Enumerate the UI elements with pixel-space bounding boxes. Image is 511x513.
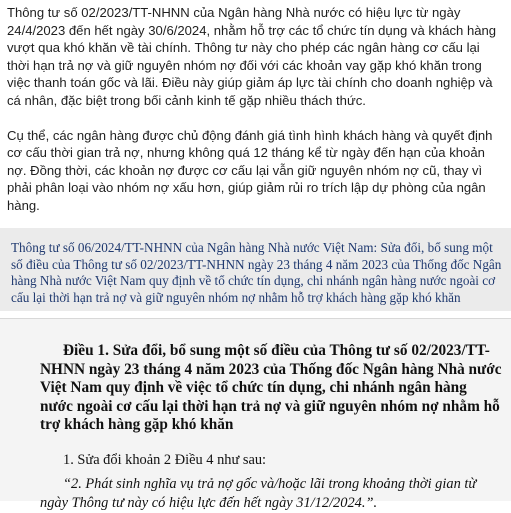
document-title-card (0, 228, 511, 311)
document-title: Thông tư số 06/2024/TT-NHNN của Ngân hàng Nhà nước Việt Nam: Sửa đổi, bổ sung một số điều của Thông tư số 02/2023/TT-NHNN ngày 23 tháng 4 năm 2023 của Thống đốc Ngân hàng Nhà nước Việt Nam quy định về tổ chức tín dụng, chi nhánh ngân hàng nước ngoài cơ cấu lại thời hạn trả nợ và giữ nguyên nhóm nợ nhằm hỗ trợ khách hàng gặp khó khăn (11, 240, 502, 305)
document-excerpt (0, 318, 511, 511)
article-heading-text: Điều 1. Sửa đổi, bổ sung một số điều của Thông tư số 02/2023/TT-NHNN ngày 23 tháng 4 năm 2023 của Thống đốc Ngân hàng Nhà nước Việt Nam quy định về việc tổ chức tín dụng, chi nhánh ngân hàng nước ngoài cơ cấu lại thời hạn trả nợ và giữ nguyên nhóm nợ nhằm hỗ trợ khách hàng gặp khó khăn (40, 342, 502, 434)
message-paragraph-1: Thông tư số 02/2023/TT-NHNN của Ngân hàng Nhà nước có hiệu lực từ ngày 24/4/2023 đến hết ngày 30/6/2024, nhằm hỗ trợ các tổ chức tín dụng và khách hàng vượt qua khó khăn về tài chính. Thông tư này cho phép các ngân hàng cơ cấu lại thời hạn trả nợ và giữ nguyên nhóm nợ đối với các khoản vay gặp khó khăn trong việc thanh toán gốc và lãi. Điều này giúp giảm áp lực tài chính cho doanh nghiệp và cá nhân, đặc biệt trong bối cảnh kinh tế gặp nhiều thách thức. (7, 5, 497, 108)
article-quote: “2. Phát sinh nghĩa vụ trả nợ gốc và/hoặc lãi trong khoảng thời gian từ ngày Thông tư này có hiệu lực đến hết ngày 31/12/2024.”. (40, 476, 477, 511)
assistant-message (7, 4, 504, 215)
article-item-1: 1. Sửa đổi khoản 2 Điều 4 như sau: (63, 452, 267, 468)
message-paragraph-2: Cụ thể, các ngân hàng được chủ động đánh giá tình hình khách hàng và quyết định cơ cấu thời gian trả nợ, nhưng không quá 12 tháng kể từ ngày đến hạn của khoản nợ. Đồng thời, các khoản nợ được cơ cấu lại vẫn giữ nguyên nhóm nợ cũ, thay vì phải phân loại vào nhóm nợ xấu hơn, giúp giảm rủi ro trích lập dự phòng của ngân hàng. (7, 127, 493, 213)
article-heading (40, 342, 502, 435)
